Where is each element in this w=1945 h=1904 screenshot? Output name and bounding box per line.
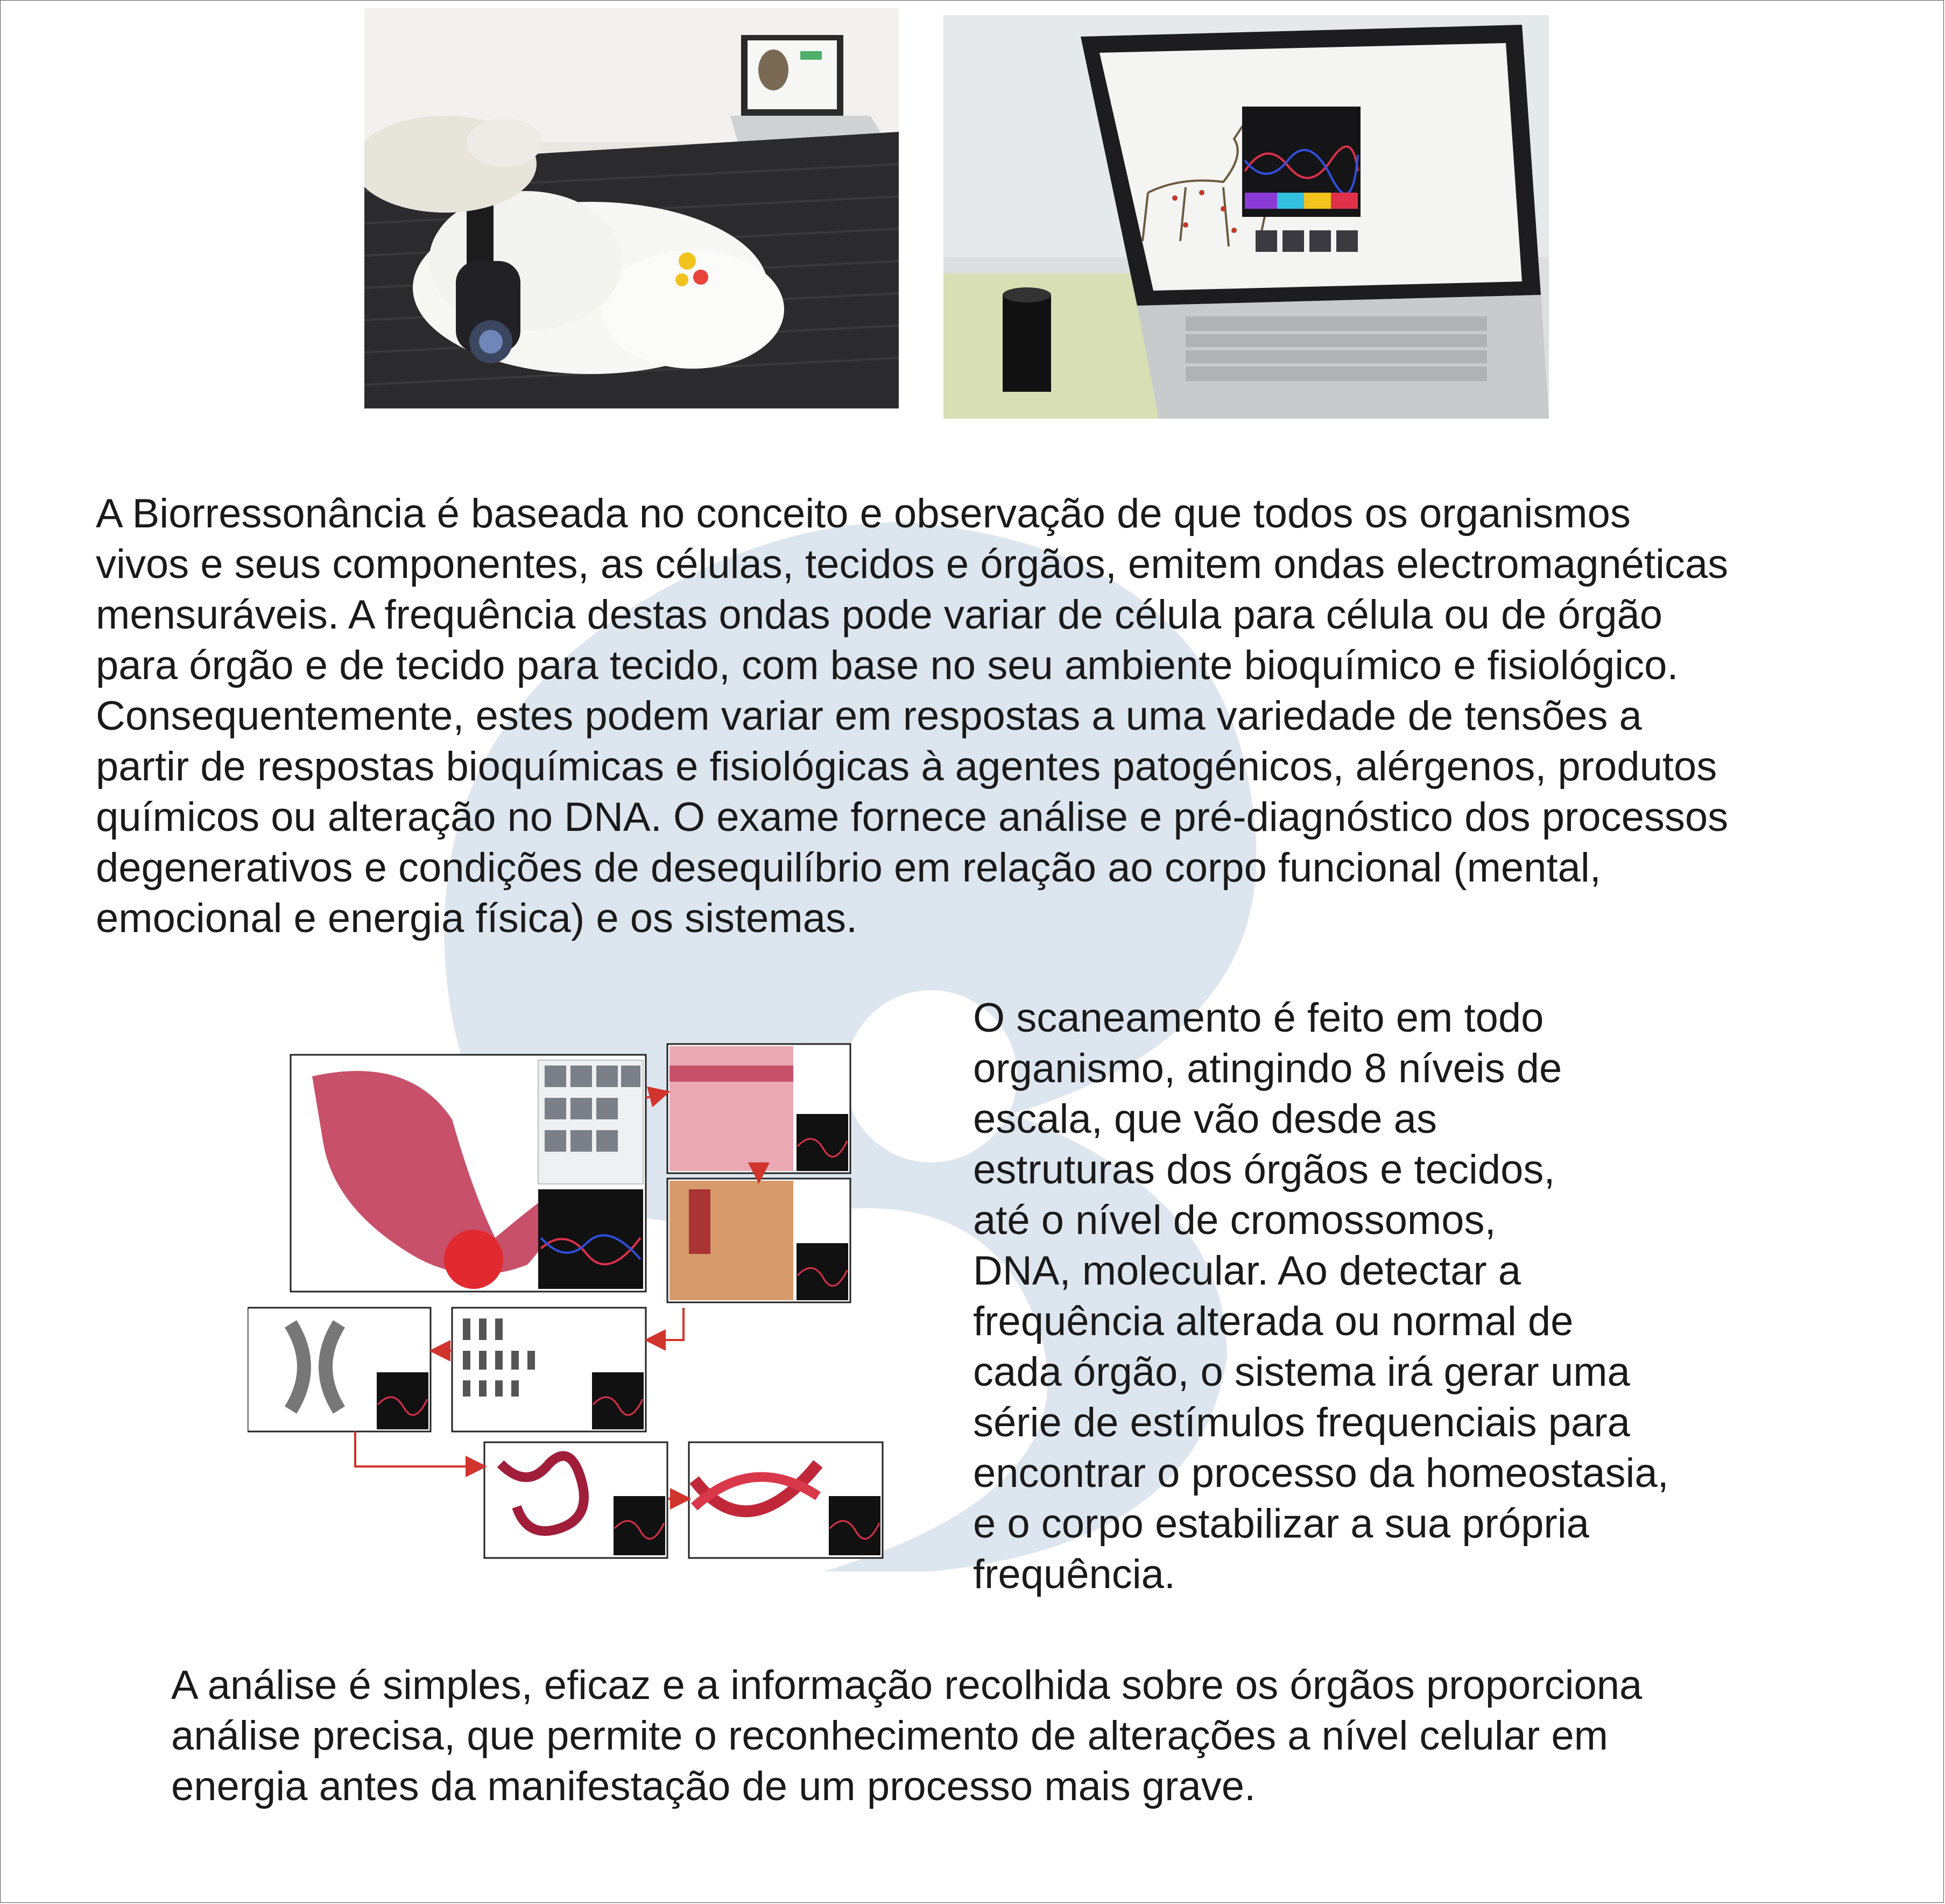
conclusion-line: energia antes da manifestação de um processo mais grave.: [171, 1764, 1256, 1809]
panel-cells: [667, 1179, 850, 1302]
scan-line: O scaneamento é feito em todo: [973, 995, 1544, 1041]
panel-dna: [689, 1442, 883, 1558]
scan-levels-infographic: [248, 1033, 893, 1561]
intro-line: Consequentemente, estes podem variar em respostas a uma variedade de tensões a: [96, 693, 1642, 739]
scan-line: escala, que vão desde as: [973, 1096, 1437, 1142]
intro-line: emocional e energia física) e os sistemas.: [96, 895, 858, 941]
intro-line: para órgão e de tecido para tecido, com base no seu ambiente bioquímico e fisiológico.: [96, 643, 1679, 688]
panel-molecule: [484, 1442, 667, 1558]
scan-line: cada órgão, o sistema irá gerar uma: [973, 1349, 1630, 1395]
scan-line: organismo, atingindo 8 níveis de: [973, 1046, 1562, 1091]
panel-tissue: [667, 1044, 850, 1173]
scan-line: estruturas dos órgãos e tecidos,: [973, 1147, 1555, 1193]
panel-karyotype: [452, 1308, 646, 1431]
scan-line: frequência.: [973, 1552, 1176, 1597]
scan-line: e o corpo estabilizar a sua própria: [973, 1501, 1589, 1547]
intro-line: químicos ou alteração no DNA. O exame fornece análise e pré-diagnóstico dos processos: [96, 794, 1729, 840]
panel-chromosome: [248, 1308, 431, 1431]
scan-paragraph: [973, 993, 1780, 1600]
scan-line: frequência alterada ou normal de: [973, 1299, 1574, 1344]
scan-line: série de estímulos frequenciais para: [973, 1400, 1630, 1445]
dog-scan-photo: [364, 8, 899, 408]
panel-stomach: [291, 1055, 646, 1292]
intro-line: partir de respostas bioquímicas e fisiológicas à agentes patogénicos, alérgenos, produtos: [96, 744, 1717, 789]
laptop-dog-diagram-photo: [943, 15, 1549, 419]
scan-line: DNA, molecular. Ao detectar a: [973, 1248, 1521, 1294]
intro-paragraph: [96, 489, 1926, 944]
conclusion-line: A análise é simples, eficaz e a informação recolhida sobre os órgãos proporciona: [171, 1662, 1643, 1708]
scan-line: até o nível de cromossomos,: [973, 1197, 1496, 1243]
intro-line: A Biorressonância é baseada no conceito e observação de que todos os organismos: [96, 491, 1631, 537]
scan-line: encontrar o processo da homeostasia,: [973, 1450, 1669, 1496]
intro-line: mensuráveis. A frequência destas ondas pode variar de célula para célula ou de órgão: [96, 592, 1663, 638]
intro-line: vivos e seus componentes, as células, tecidos e órgãos, emitem ondas electromagnéticas: [96, 541, 1729, 587]
intro-line: degenerativos e condições de desequilíbrio em relação ao corpo funcional (mental,: [96, 845, 1601, 891]
conclusion-paragraph: [171, 1660, 1920, 1812]
conclusion-line: análise precisa, que permite o reconhecimento de alterações a nível celular em: [171, 1713, 1608, 1759]
